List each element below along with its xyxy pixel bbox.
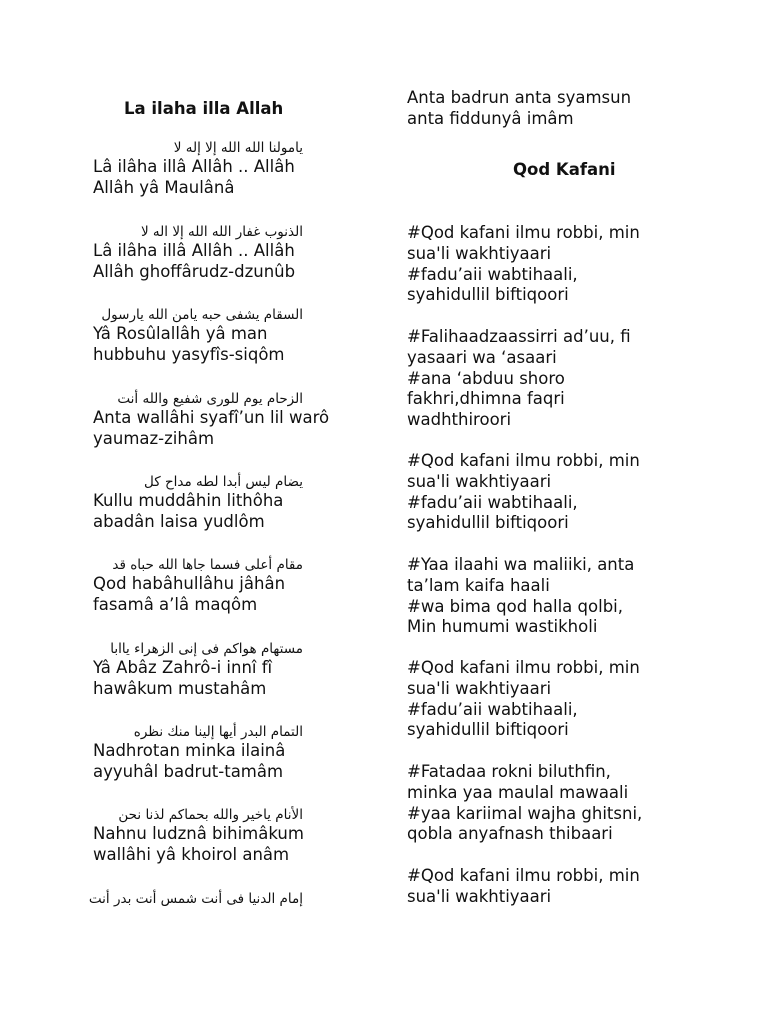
latin-line: hawâkum mustahâm <box>93 678 267 698</box>
stanza-5 <box>93 473 303 533</box>
verse-line: #Qod kafani ilmu robbi, min <box>407 223 640 242</box>
verse-line: sua'li wakhtiyaari <box>407 678 552 698</box>
stanza-6 <box>93 556 303 616</box>
verse-4 <box>407 555 634 638</box>
latin-line: Yâ Rosûlallâh yâ man <box>93 324 268 343</box>
latin-line: yaumaz-zihâm <box>93 428 215 448</box>
verse-1 <box>407 223 640 306</box>
verse-line: syahidullil biftiqoori <box>407 513 569 533</box>
latin-line: Anta wallâhi syafî’un lil warô <box>93 408 330 427</box>
verse-line: fakhri,dhimna faqri <box>407 389 565 409</box>
verse-line: #yaa kariimal wajha ghitsni, <box>407 803 643 823</box>
verse-5 <box>407 658 640 741</box>
verse-line: Min humumi wastikholi <box>407 617 598 637</box>
verse-line: #Yaa ilaahi wa maliiki, anta <box>407 555 635 574</box>
arabic-line: الذنوب غفار الله الله إلا اله لا <box>140 224 303 240</box>
arabic-line: التمام البدر أيها إلينا منك نظره <box>133 724 303 740</box>
stanza-8 <box>93 723 303 783</box>
arabic-line: الزحام يوم للورى شفيع والله أنت <box>117 391 303 407</box>
verse-2 <box>407 327 631 431</box>
latin-line: fasamâ a’lâ maqôm <box>93 594 258 614</box>
arabic-line: الأنام ياخير والله بحماكم لذنا نحن <box>118 807 303 823</box>
verse-line: #ana ‘abduu shoro <box>407 368 565 388</box>
verse-line: #Fatadaa rokni biluthfin, <box>407 762 611 781</box>
intro-line: anta fiddunyâ imâm <box>407 108 574 128</box>
verse-line: #fadu’aii wabtihaali, <box>407 699 578 719</box>
latin-line: Allâh yâ Maulânâ <box>93 177 235 197</box>
arabic-line: مستهام هواكم فى إنى الزهراء ياابا <box>110 641 303 657</box>
intro-line: Anta badrun anta syamsun <box>407 88 632 107</box>
verse-line: syahidullil biftiqoori <box>407 720 569 740</box>
verse-line: #wa bima qod halla qolbi, <box>407 596 623 616</box>
stanza-3 <box>93 306 303 366</box>
latin-line: abadân laisa yudlôm <box>93 511 265 531</box>
verse-line: #Qod kafani ilmu robbi, min <box>407 866 640 885</box>
verse-line: minka yaa maulal mawaali <box>407 782 629 802</box>
stanza-2 <box>93 223 303 283</box>
latin-line: Kullu muddâhin lithôha <box>93 491 284 510</box>
verse-7 <box>407 866 640 908</box>
latin-line: Qod habâhullâhu jâhân <box>93 574 286 593</box>
latin-line: Nahnu ludznâ bihimâkum <box>93 824 304 843</box>
right-title: Qod Kafani <box>513 160 616 179</box>
verse-line: ta’lam kaifa haali <box>407 575 550 595</box>
stanza-10 <box>88 890 303 908</box>
arabic-line: مقام أعلى فسما جاها الله حباه قد <box>112 557 303 573</box>
arabic-line: إمام الدنيا فى أنت شمس أنت بدر أنت <box>88 891 303 907</box>
arabic-line: السقام يشفى حبه يامن الله يارسول <box>101 307 303 323</box>
verse-line: syahidullil biftiqoori <box>407 285 569 305</box>
latin-line: Allâh ghoffârudz-dzunûb <box>93 261 296 281</box>
intro-block <box>407 88 631 130</box>
left-title: La ilaha illa Allah <box>124 99 284 118</box>
stanza-1 <box>93 139 303 199</box>
verse-line: #fadu’aii wabtihaali, <box>407 492 578 512</box>
latin-line: Lâ ilâha illâ Allâh .. Allâh <box>93 157 295 176</box>
verse-line: sua'li wakhtiyaari <box>407 471 552 491</box>
stanza-4 <box>93 390 329 450</box>
verse-line: #Qod kafani ilmu robbi, min <box>407 451 640 470</box>
verse-line: #Qod kafani ilmu robbi, min <box>407 658 640 677</box>
arabic-line: يضام ليس أبدا لطه مداح كل <box>144 474 303 490</box>
verse-line: yasaari wa ‘asaari <box>407 347 557 367</box>
verse-line: wadhthiroori <box>407 410 512 430</box>
verse-line: #fadu’aii wabtihaali, <box>407 264 578 284</box>
arabic-line: يامولنا الله الله إلا إله لا <box>173 140 303 156</box>
latin-line: Lâ ilâha illâ Allâh .. Allâh <box>93 241 295 260</box>
stanza-7 <box>93 640 303 700</box>
latin-line: hubbuhu yasyfîs-siqôm <box>93 344 285 364</box>
verse-line: #Falihaadzaassirri ad’uu, fi <box>407 327 631 346</box>
verse-line: sua'li wakhtiyaari <box>407 886 552 906</box>
latin-line: wallâhi yâ khoirol anâm <box>93 844 290 864</box>
verse-line: sua'li wakhtiyaari <box>407 243 552 263</box>
stanza-9 <box>93 806 304 866</box>
latin-line: ayyuhâl badrut-tamâm <box>93 761 284 781</box>
verse-3 <box>407 451 640 534</box>
verse-6 <box>407 762 642 845</box>
latin-line: Yâ Abâz Zahrô-i innî fî <box>93 658 273 677</box>
latin-line: Nadhrotan minka ilainâ <box>93 741 286 760</box>
verse-line: qobla anyafnash thibaari <box>407 824 613 844</box>
